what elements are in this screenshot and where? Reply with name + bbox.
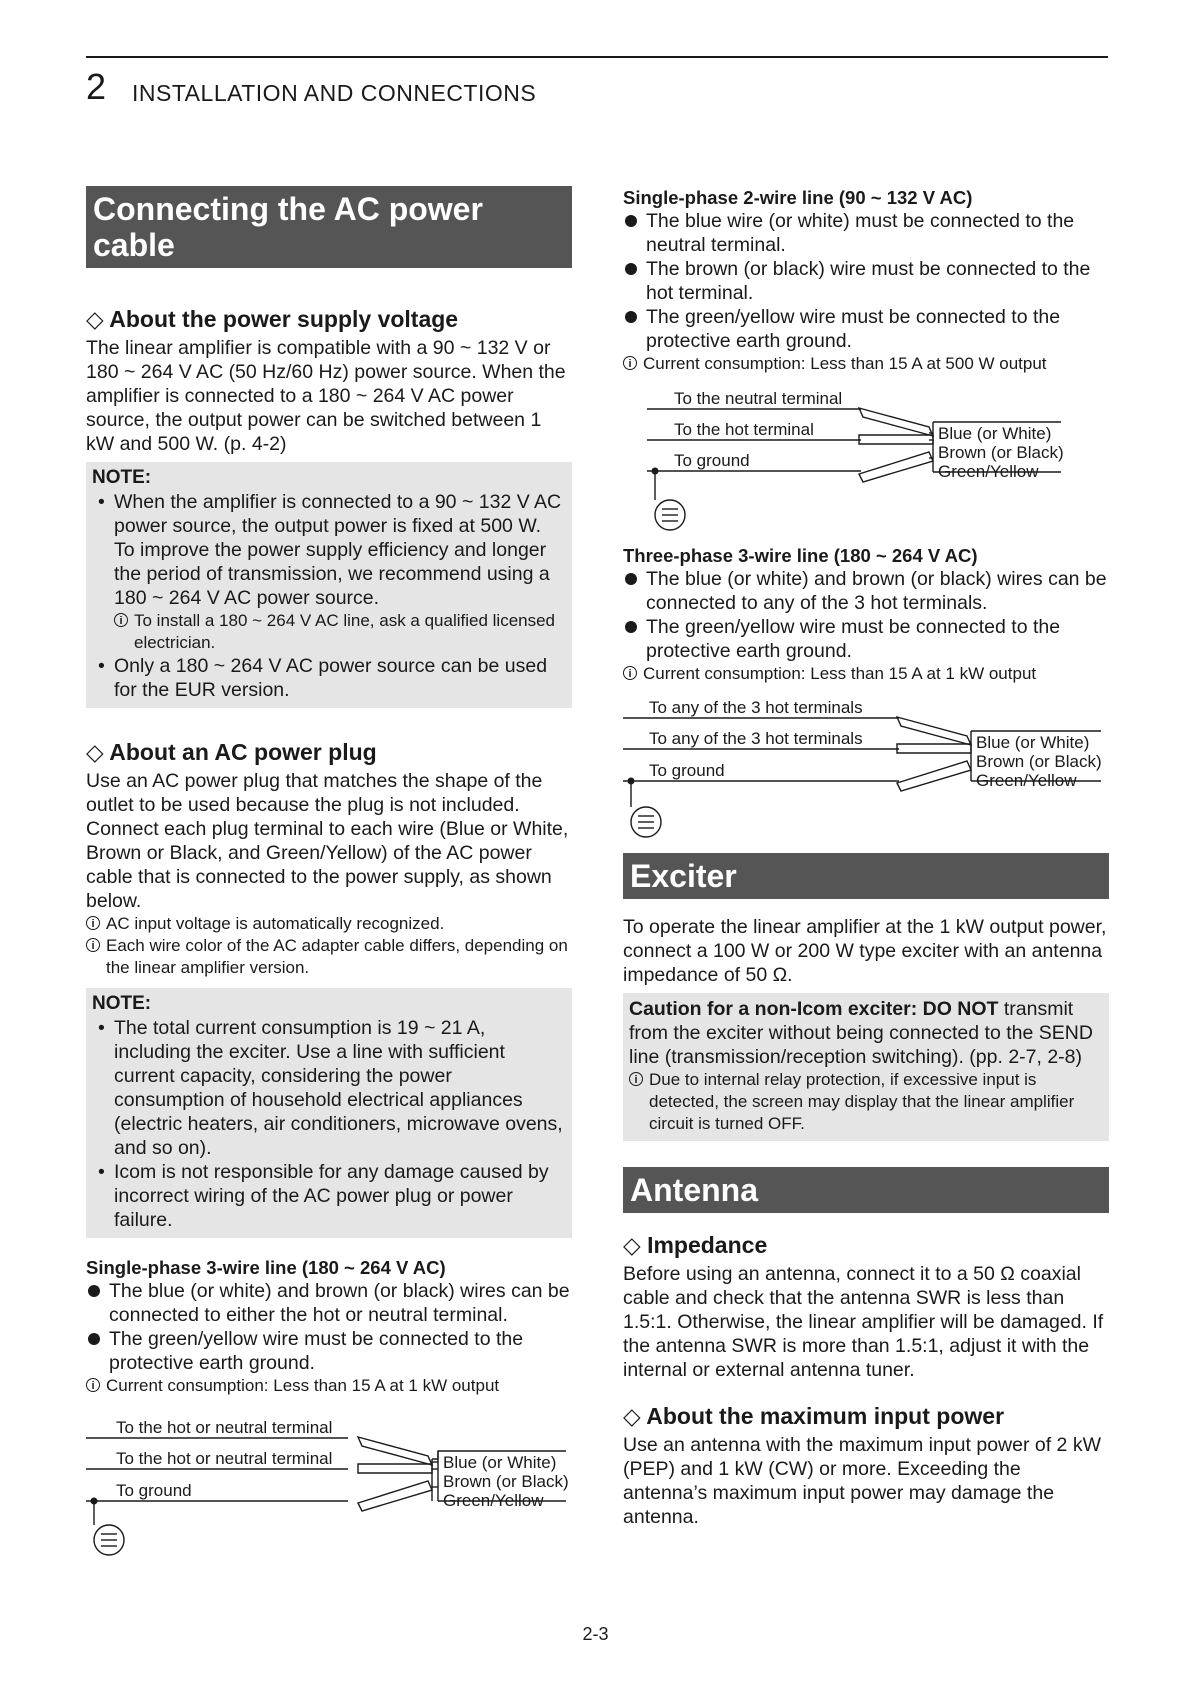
header-rule	[86, 56, 1108, 58]
info-icon: i	[114, 613, 128, 627]
info-note: i Current consumption: Less than 15 A at 1 kW output	[623, 663, 1109, 685]
info-icon: i	[629, 1072, 643, 1086]
wiring-diagram-tp3	[623, 691, 1109, 851]
info-note: i Current consumption: Less than 15 A at 1 kW output	[86, 1375, 572, 1397]
note-title: NOTE:	[92, 993, 152, 1014]
wire-label: Blue (or White)	[443, 1453, 557, 1472]
note-title: NOTE:	[92, 467, 152, 488]
bullet-item: The green/yellow wire must be connected to the protective earth ground.	[623, 305, 1109, 353]
bullet-item: The blue wire (or white) must be connected to the neutral terminal.	[623, 209, 1109, 257]
wire-label: Green/Yellow	[443, 1491, 544, 1510]
sp2-title: Single-phase 2-wire line (90 ~ 132 V AC)	[623, 187, 973, 208]
junction-dot	[652, 468, 659, 475]
info-icon: i	[623, 356, 637, 370]
exciter-body: To operate the linear amplifier at the 1 kW output power, connect a 100 W or 200 W type exciter with an antenna impedance of 50 Ω.	[623, 916, 1107, 986]
plug-body: Use an AC power plug that matches the shape of the outlet to be used because the plug is not included. Connect each plug terminal to each wire (Blue or White, Brown or Black, and Green/Yellow) of the AC power cable that is connected to the power supply, as shown below.	[86, 770, 569, 912]
info-note: i AC input voltage is automatically recognized.	[86, 913, 572, 935]
info-note: i Current consumption: Less than 15 A at 500 W output	[623, 353, 1109, 375]
impedance-body: Before using an antenna, connect it to a 50 Ω coaxial cable and check that the antenna SWR is less than 1.5:1. Otherwise, the linear amplifier will be damaged. If the antenna SWR is more than 1.5:1, adjust it with the internal or external antenna tuner.	[623, 1263, 1104, 1381]
left-column	[86, 186, 572, 1567]
note-item: • When the amplifier is connected to a 90 ~ 132 V AC power source, the output power is fixed at 500 W. To improve the power supply efficiency and longer the period of transmission, we recommend using a 180 ~ 264 V AC power source.	[92, 490, 566, 610]
caution-text: Caution for a non-Icom exciter: DO NOT transmit from the exciter without being connected to the SEND line (transmission/reception switching). (pp. 2-7, 2-8)	[629, 998, 1093, 1068]
page-number: 2-3	[582, 1624, 609, 1644]
wire-label: Green/Yellow	[938, 462, 1039, 481]
section-title-antenna: Antenna	[623, 1167, 1109, 1213]
info-note: i To install a 180 ~ 264 V AC line, ask a qualified licensed electrician.	[114, 610, 566, 654]
diagram-label: To the neutral terminal	[674, 389, 843, 408]
wire-label: Blue (or White)	[976, 733, 1090, 752]
bullet-item: The green/yellow wire must be connected to the protective earth ground.	[623, 615, 1109, 663]
info-icon: i	[86, 938, 100, 952]
info-icon: i	[86, 1378, 100, 1392]
diagram-label: To ground	[649, 761, 725, 780]
junction-dot	[91, 1498, 98, 1505]
diagram-label: To ground	[116, 1481, 192, 1500]
max-power-heading: ◇ About the maximum input power	[623, 1403, 1005, 1429]
impedance-heading: ◇ Impedance	[623, 1232, 768, 1258]
right-column	[623, 186, 1109, 1529]
chapter-number: 2	[86, 66, 107, 107]
diagram-label: To the hot or neutral terminal	[116, 1418, 333, 1437]
diagram-label: To any of the 3 hot terminals	[649, 698, 863, 717]
wiring-diagram-sp3	[86, 1407, 572, 1567]
sp3-title: Single-phase 3-wire line (180 ~ 264 V AC)	[86, 1257, 446, 1278]
info-note: i Due to internal relay protection, if excessive input is detected, the screen may display that the linear amplifier circuit is turned OFF.	[629, 1069, 1103, 1135]
diagram-label: To the hot or neutral terminal	[116, 1449, 333, 1468]
bullet-item: The green/yellow wire must be connected to the protective earth ground.	[86, 1327, 572, 1375]
exciter-caution-box	[623, 993, 1109, 1141]
section-title-exciter: Exciter	[623, 853, 1109, 899]
wire-label: Green/Yellow	[976, 771, 1077, 790]
info-note: i Each wire color of the AC adapter cable differs, depending on the linear amplifier version.	[86, 935, 572, 979]
bullet-item: The blue (or white) and brown (or black) wires can be connected to any of the 3 hot terminals.	[623, 567, 1109, 615]
junction-dot	[628, 778, 635, 785]
diagram-label: To any of the 3 hot terminals	[649, 729, 863, 748]
info-icon: i	[623, 666, 637, 680]
bullet-item: The blue (or white) and brown (or black) wires can be connected to either the hot or neutral terminal.	[86, 1279, 572, 1327]
section-title-ac-power: Connecting the AC power cable	[86, 186, 572, 268]
note-item: • The total current consumption is 19 ~ 21 A, including the exciter. Use a line with sufficient current capacity, considering the power consumption of household electrical appliances (electric heaters, air conditioners, microwave ovens, and so on).	[92, 1016, 566, 1160]
voltage-body: The linear amplifier is compatible with a 90 ~ 132 V or 180 ~ 264 V AC (50 Hz/60 Hz) power source. When the amplifier is connected to a 180 ~ 264 V AC power source, the output power can be switched between 1 kW and 500 W. (p. 4-2)	[86, 337, 566, 455]
diagram-label: To ground	[674, 451, 750, 470]
voltage-note-box	[86, 462, 572, 708]
max-power-body: Use an antenna with the maximum input power of 2 kW (PEP) and 1 kW (CW) or more. Exceeding the antenna’s maximum input power may damage the antenna.	[623, 1434, 1101, 1528]
wire-label: Brown (or Black)	[938, 443, 1064, 462]
tp3-title: Three-phase 3-wire line (180 ~ 264 V AC)	[623, 545, 978, 566]
voltage-heading: ◇ About the power supply voltage	[86, 306, 459, 332]
wire-label: Blue (or White)	[938, 424, 1052, 443]
chapter-title: INSTALLATION AND CONNECTIONS	[132, 80, 537, 106]
note-item: • Only a 180 ~ 264 V AC power source can be used for the EUR version.	[92, 654, 566, 702]
note-item: • Icom is not responsible for any damage caused by incorrect wiring of the AC power plug or power failure.	[92, 1160, 566, 1232]
wire-label: Brown (or Black)	[443, 1472, 569, 1491]
wire-label: Brown (or Black)	[976, 752, 1102, 771]
bullet-item: The brown (or black) wire must be connected to the hot terminal.	[623, 257, 1109, 305]
diagram-label: To the hot terminal	[674, 420, 814, 439]
wiring-diagram-sp2	[623, 378, 1109, 540]
info-icon: i	[86, 916, 100, 930]
plug-note-box	[86, 988, 572, 1238]
plug-heading: ◇ About an AC power plug	[86, 739, 377, 765]
